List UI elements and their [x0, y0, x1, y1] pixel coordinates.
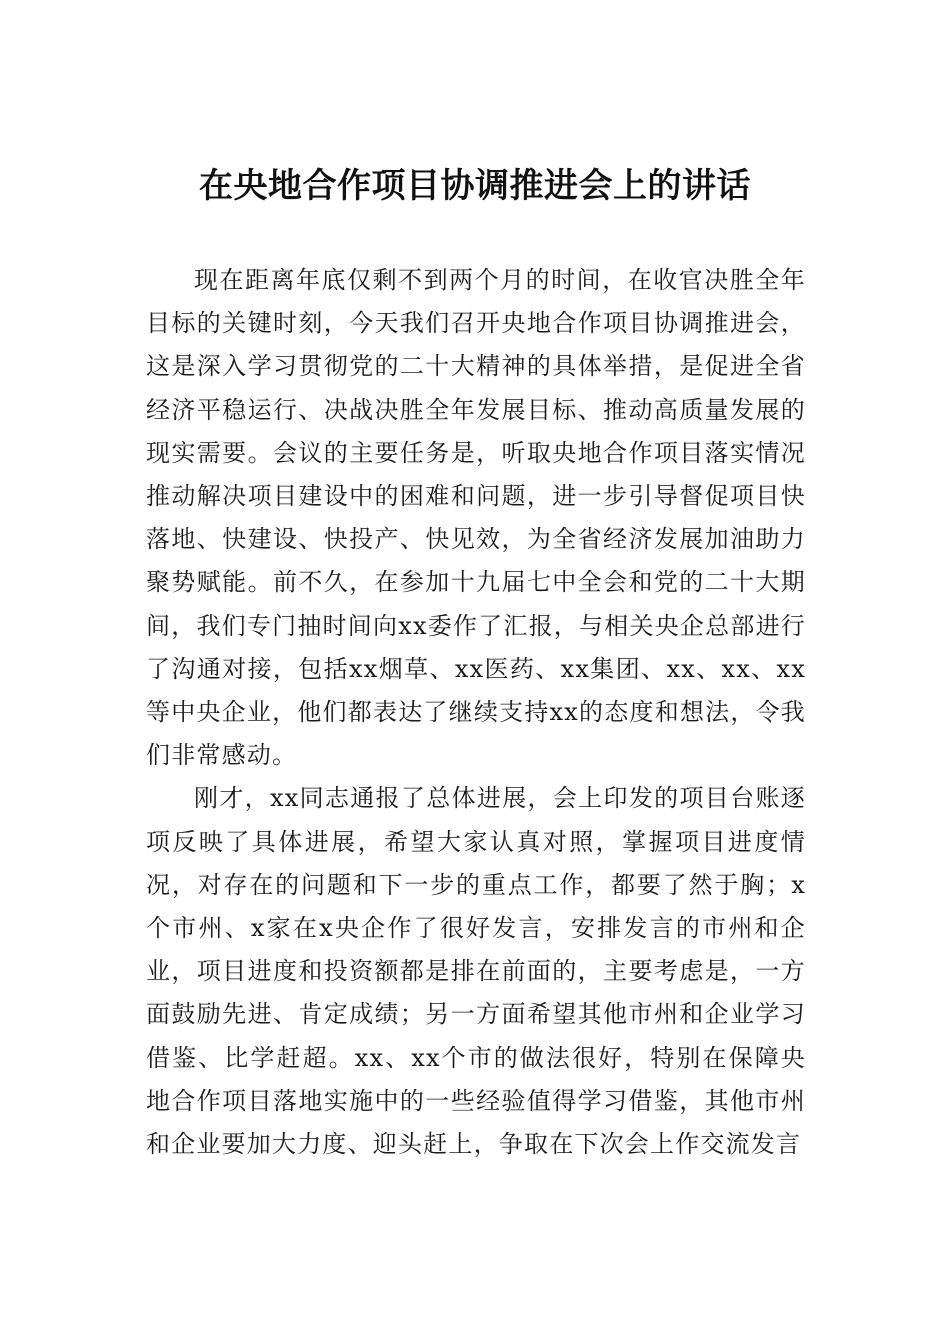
- paragraph-1: 现在距离年底仅剩不到两个月的时间，在收官决胜全年目标的关键时刻，今天我们召开央地合作项目协调推进会，这是深入学习贯彻党的二十大精神的具体举措，是促进全省经济平稳运行、决战决胜全年发展目标、推动高质量发展的现实需要。会议的主要任务是，听取央地合作项目落实情况推动解决项目建设中的困难和问题，进一步引导督促项目快落地、快建设、快投产、快见效，为全省经济发展加油助力聚势赋能。前不久，在参加十九届七中全会和党的二十大期间，我们专门抽时间向xx委作了汇报，与相关央企总部进行了沟通对接，包括xx烟草、xx医药、xx集团、xx、xx、xx等中央企业，他们都表达了继续支持xx的态度和想法，令我们非常感动。: [146, 266, 806, 770]
- document-title: 在央地合作项目协调推进会上的讲话: [199, 166, 751, 206]
- paragraph-2: 刚才，xx同志通报了总体进展，会上印发的项目台账逐项反映了具体进展，希望大家认真对照，掌握项目进度情况，对存在的问题和下一步的重点工作，都要了然于胸；x个市州、x家在x央企作了很好发言，安排发言的市州和企业，项目进度和投资额都是排在前面的，主要考虑是，一方面鼓励先进、肯定成绩；另一方面希望其他市州和企业学习借鉴、比学赶超。xx、xx个市的做法很好，特别在保障央地合作项目落地实施中的一些经验值得学习借鉴，其他市州和企业要加大力度、迎头赶上，争取在下次会上作交流发言: [146, 784, 806, 1159]
- document-body: [146, 259, 806, 1166]
